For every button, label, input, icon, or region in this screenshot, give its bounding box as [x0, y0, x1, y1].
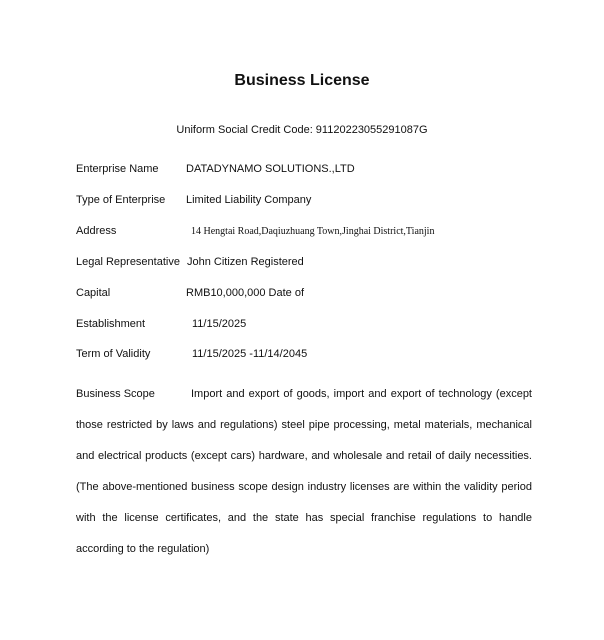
field-label: Enterprise Name: [76, 163, 159, 175]
business-scope: [76, 379, 532, 565]
field-label: Capital: [76, 287, 111, 299]
field-label: Legal Representative: [76, 256, 180, 268]
field-label: Type of Enterprise: [76, 194, 166, 206]
field-value: 11/15/2025: [192, 318, 247, 330]
field-label: Address: [76, 225, 117, 237]
business-scope-text: Import and export of goods, import and export of technology (except those restricted by laws and regulations) steel pipe processing, metal materials, mechanical and electrical products (except cars) hardware, and wholesale and retail of daily necessities. (The above-mentioned business scope design industry licenses are within the validity period with the license certificates, and the state has special franchise regulations to handle according to the regulation): [76, 388, 532, 555]
field-label: Business Scope: [76, 388, 155, 400]
field-value: 11/15/2025 -11/14/2045: [192, 348, 308, 360]
field-value: Limited Liability Company: [186, 194, 312, 206]
field-value: 14 Hengtai Road,Daqiuzhuang Town,Jinghai District,Tianjin: [191, 226, 435, 237]
field-value: RMB10,000,000 Date of: [186, 287, 305, 299]
credit-code: Uniform Social Credit Code: 91120223055291087G: [176, 124, 428, 136]
field-value: John Citizen Registered: [187, 256, 304, 268]
document-title: Business License: [234, 72, 370, 89]
field-label: Establishment: [76, 318, 146, 330]
field-value: DATADYNAMO SOLUTIONS.,LTD: [186, 163, 355, 175]
field-label: Term of Validity: [76, 348, 151, 360]
